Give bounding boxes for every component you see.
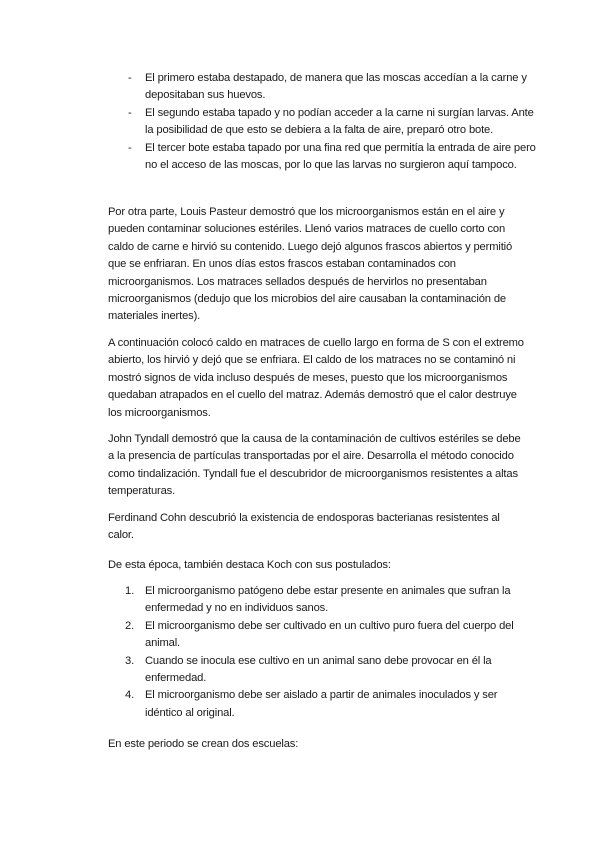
list-item [0, 70, 540, 105]
list-item-text: Cuando se inocula ese cultivo en un animal sano debe provocar en él la enfermedad. [145, 654, 492, 685]
list-item-text: El microorganismo debe ser cultivado en un cultivo puro fuera del cuerpo del animal. [145, 619, 514, 650]
dash-bullet: - [128, 141, 132, 154]
paragraph-pasteur: Por otra parte, Louis Pasteur demostró que los microorganismos están en el aire y pueden contaminar soluciones estériles. Llenó varios matraces de cuello corto con caldo de carne e hirvió su contenido. Luego dejó algunos frascos abiertos y permitió que se enfriaran. En unos días estos frascos estaban contaminados con microorganismos. Los matraces sellados después de hervirlos no presentaban microorganismos (dedujo que los microbios del aire causaban la contaminación de materiales inertes). [108, 206, 513, 323]
list-item [0, 140, 540, 175]
dash-bullet: - [128, 106, 132, 119]
paragraph-tyndall: John Tyndall demostró que la causa de la contaminación de cultivos estériles se debe a la presencia de partículas transportadas por el aire. Desarrolla el método conocido como tindalización. Tyndall fue el descubridor de microorganismos resistentes a altas temperaturas. [108, 433, 521, 498]
list-item [0, 618, 525, 653]
list-number: 2. [125, 619, 135, 632]
list-item-text: El segundo estaba tapado y no podían acceder a la carne ni surgían larvas. Ante la posibilidad de que esto se debiera a la falta de aire, preparó otro bote. [145, 106, 534, 137]
experiment-dash-list [0, 70, 600, 174]
koch-postulates-list [0, 583, 600, 722]
paragraph-koch-intro: De esta época, también destaca Koch con sus postulados: [108, 559, 391, 571]
list-number: 3. [125, 654, 135, 667]
list-item [0, 583, 525, 618]
dash-bullet: - [128, 72, 132, 84]
list-item-text: El microorganismo patógeno debe estar presente en animales que sufran la enfermedad y no en individuos sanos. [145, 585, 511, 615]
list-number: 4. [125, 689, 135, 702]
list-item [0, 653, 525, 688]
list-item-text: El tercer bote estaba tapado por una fina red que permitía la entrada de aire pero no el acceso de las moscas, por lo que las larvas no surgieron aquí tampoco. [145, 141, 536, 172]
list-item [0, 105, 540, 140]
list-number: 1. [125, 585, 135, 597]
list-item-text: El microorganismo debe ser aislado a partir de animales inoculados y ser idéntico al original. [145, 689, 498, 719]
list-item-text: El primero estaba destapado, de manera que las moscas accedían a la carne y depositaban sus huevos. [145, 72, 527, 102]
paragraph-schools: En este periodo se crean dos escuelas: [108, 738, 299, 750]
paragraph-cohn: Ferdinand Cohn descubrió la existencia de endosporas bacterianas resistentes al calor. [108, 512, 500, 542]
list-item [0, 687, 525, 722]
paragraph-continuation: A continuación colocó caldo en matraces de cuello largo en forma de S con el extremo abierto, los hirvió y dejó que se enfriara. El caldo de los matraces no se contaminó ni mostró signos de vida incluso después de meses, puesto que los microorganismos quedaban atrapados en el cuello del matraz. Además demostró que el calor destruye los microorganismos. [108, 337, 524, 419]
